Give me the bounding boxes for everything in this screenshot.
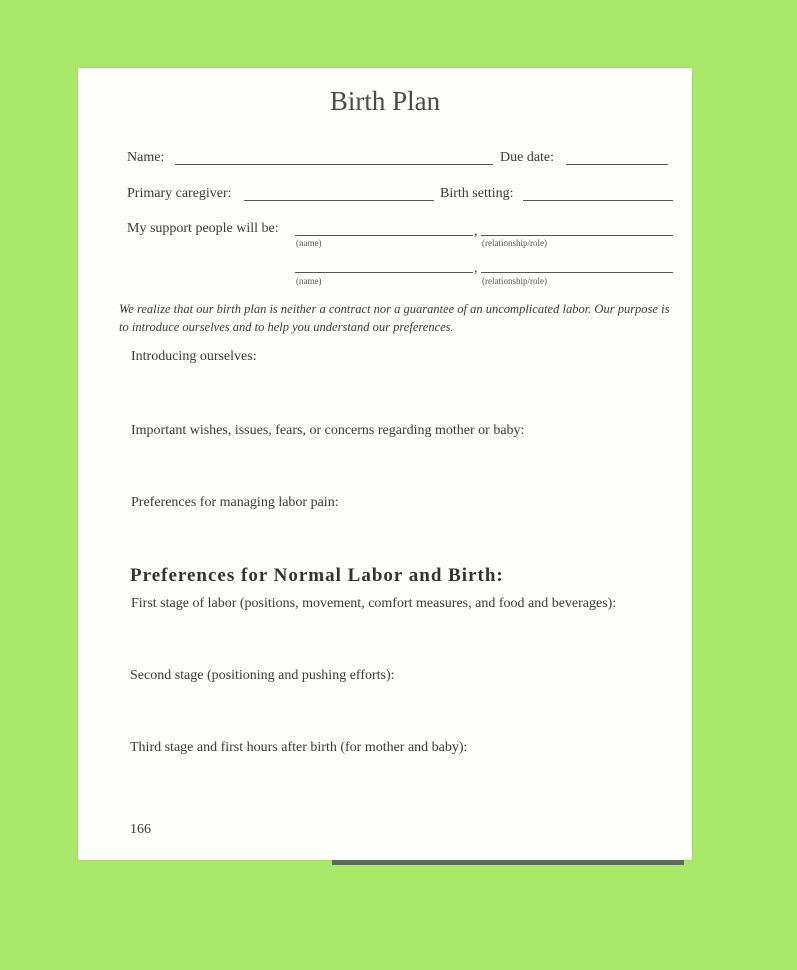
page-number: 166	[130, 822, 151, 837]
role-hint: (relationship/role)	[482, 238, 547, 248]
section-heading: Preferences for Normal Labor and Birth:	[130, 565, 504, 586]
disclaimer-text: We realize that our birth plan is neither a contract nor a guarantee of an uncomplicated labor. Our purpose is to introduce ourselves and to help you understand our preferences.	[119, 302, 670, 334]
role-hint: (relationship/role)	[482, 276, 547, 286]
pain-prompt: Preferences for managing labor pain:	[131, 495, 339, 510]
support-name-field-1[interactable]	[295, 235, 473, 236]
caregiver-label: Primary caregiver:	[127, 186, 232, 201]
due-date-label: Due date:	[500, 150, 555, 165]
name-label: Name:	[127, 150, 165, 165]
birth-setting-label: Birth setting:	[440, 186, 514, 201]
support-role-field-1[interactable]	[481, 235, 673, 236]
separator: ,	[474, 224, 478, 239]
second-stage-prompt: Second stage (positioning and pushing efforts):	[130, 668, 395, 683]
form-page	[78, 68, 692, 860]
name-hint: (name)	[296, 238, 322, 248]
wishes-prompt: Important wishes, issues, fears, or concerns regarding mother or baby:	[131, 423, 525, 438]
support-role-field-2[interactable]	[481, 272, 673, 273]
support-name-field-2[interactable]	[295, 272, 473, 273]
third-stage-prompt: Third stage and first hours after birth (for mother and baby):	[130, 740, 468, 755]
first-stage-prompt: First stage of labor (positions, movement, comfort measures, and food and beverages):	[131, 596, 617, 611]
due-date-field[interactable]	[566, 164, 668, 165]
page-title: Birth Plan	[329, 86, 441, 116]
page-edge-shadow	[332, 860, 684, 865]
introducing-prompt: Introducing ourselves:	[131, 349, 257, 364]
caregiver-field[interactable]	[244, 200, 434, 201]
support-label: My support people will be:	[127, 221, 279, 236]
separator: ,	[474, 261, 478, 276]
name-field[interactable]	[175, 164, 493, 165]
birth-setting-field[interactable]	[523, 200, 673, 201]
name-hint: (name)	[296, 276, 322, 286]
